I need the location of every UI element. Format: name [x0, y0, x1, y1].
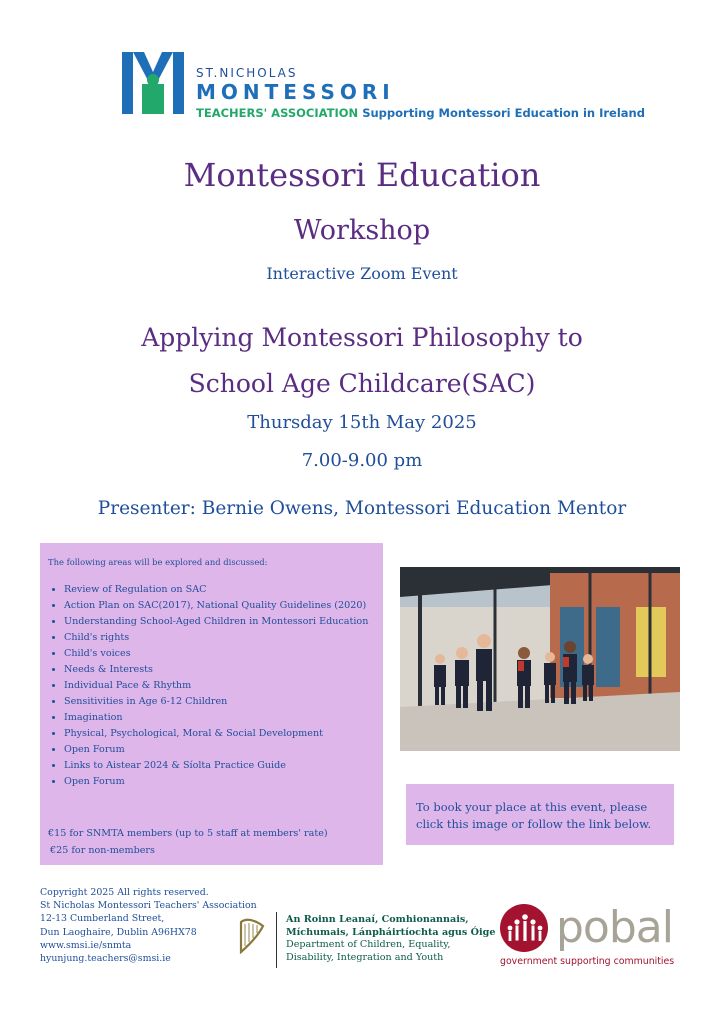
pobal-logo	[498, 902, 678, 972]
event-type: Interactive Zoom Event	[266, 264, 458, 283]
divider	[276, 912, 277, 968]
event-time: 7.00-9.00 pm	[301, 450, 423, 471]
list-item: • Open Forum	[64, 775, 389, 789]
logo-association: TEACHERS' ASSOCIATION	[196, 106, 359, 120]
topic-line-1: Applying Montessori Philosophy to	[141, 323, 583, 352]
logo-line-1: ST.NICHOLAS	[196, 66, 298, 80]
email-link[interactable]: hyunjung.teachers@smsi.ie	[40, 953, 171, 965]
logo-tagline: Supporting Montessori Education in Ireland	[362, 106, 645, 120]
list-item: • Imagination	[64, 711, 389, 725]
list-item: • Open Forum	[64, 743, 389, 757]
event-date: Thursday 15th May 2025	[247, 412, 477, 433]
list-item: • Sensitivities in Age 6-12 Children	[64, 695, 389, 709]
irish-name-1: An Roinn Leanaí, Comhionannais,	[286, 914, 469, 925]
logo-line-2: MONTESSORI	[196, 80, 395, 104]
harp-icon	[235, 916, 269, 954]
address-line: 12-13 Cumberland Street,	[40, 913, 165, 925]
list-item: • Child's rights	[64, 631, 389, 645]
pobal-name: pobal	[556, 902, 673, 953]
topics-box	[40, 543, 383, 865]
list-item: • Links to Aistear 2024 & Síolta Practice Guide	[64, 759, 389, 773]
department-logo-text	[286, 914, 495, 964]
list-item: • Needs & Interests	[64, 663, 389, 677]
address-line: Dun Laoghaire, Dublin A96HX78	[40, 926, 197, 938]
children-running-image	[400, 567, 680, 751]
booking-callout[interactable]	[406, 784, 674, 845]
page-title: Montessori Education	[183, 156, 541, 194]
list-item: • Physical, Psychological, Moral & Social Development	[64, 727, 389, 741]
list-item: • Review of Regulation on SAC	[64, 583, 389, 597]
english-name-1: Department of Children, Equality,	[286, 939, 451, 951]
list-item: • Child's voices	[64, 647, 389, 661]
copyright-line: Copyright 2025 All rights reserved.	[40, 887, 209, 898]
price-members: €15 for SNMTA members (up to 5 staff at members' rate)	[48, 828, 328, 839]
list-item: • Individual Pace & Rhythm	[64, 679, 389, 693]
logo-line-3	[196, 106, 645, 120]
topics-list	[50, 583, 389, 791]
page-subtitle: Workshop	[293, 215, 431, 246]
list-item: • Understanding School-Aged Children in Montessori Education	[64, 615, 389, 629]
website-link[interactable]: www.smsi.ie/snmta	[40, 939, 132, 951]
pobal-circle-icon	[498, 902, 554, 954]
snmta-logo[interactable]	[120, 50, 645, 120]
pobal-tagline: government supporting communities	[500, 956, 675, 967]
org-name: St Nicholas Montessori Teachers' Association	[40, 900, 257, 912]
list-item: • Action Plan on SAC(2017), National Quality Guidelines (2020)	[64, 599, 389, 613]
presenter: Presenter: Bernie Owens, Montessori Education Mentor	[97, 498, 627, 519]
montessori-m-logo-icon	[120, 50, 186, 116]
booking-photo[interactable]	[400, 567, 680, 751]
topics-intro: The following areas will be explored and discussed:	[48, 557, 268, 567]
price-nonmembers: €25 for non-members	[50, 845, 155, 856]
irish-name-2: Míchumais, Lánpháirtíochta agus Óige	[286, 926, 496, 938]
booking-text: To book your place at this event, please click this image or follow the link below.	[416, 800, 652, 831]
english-name-2: Disability, Integration and Youth	[286, 951, 444, 963]
topic-line-2: School Age Childcare(SAC)	[188, 369, 536, 398]
copyright-block	[40, 886, 257, 965]
